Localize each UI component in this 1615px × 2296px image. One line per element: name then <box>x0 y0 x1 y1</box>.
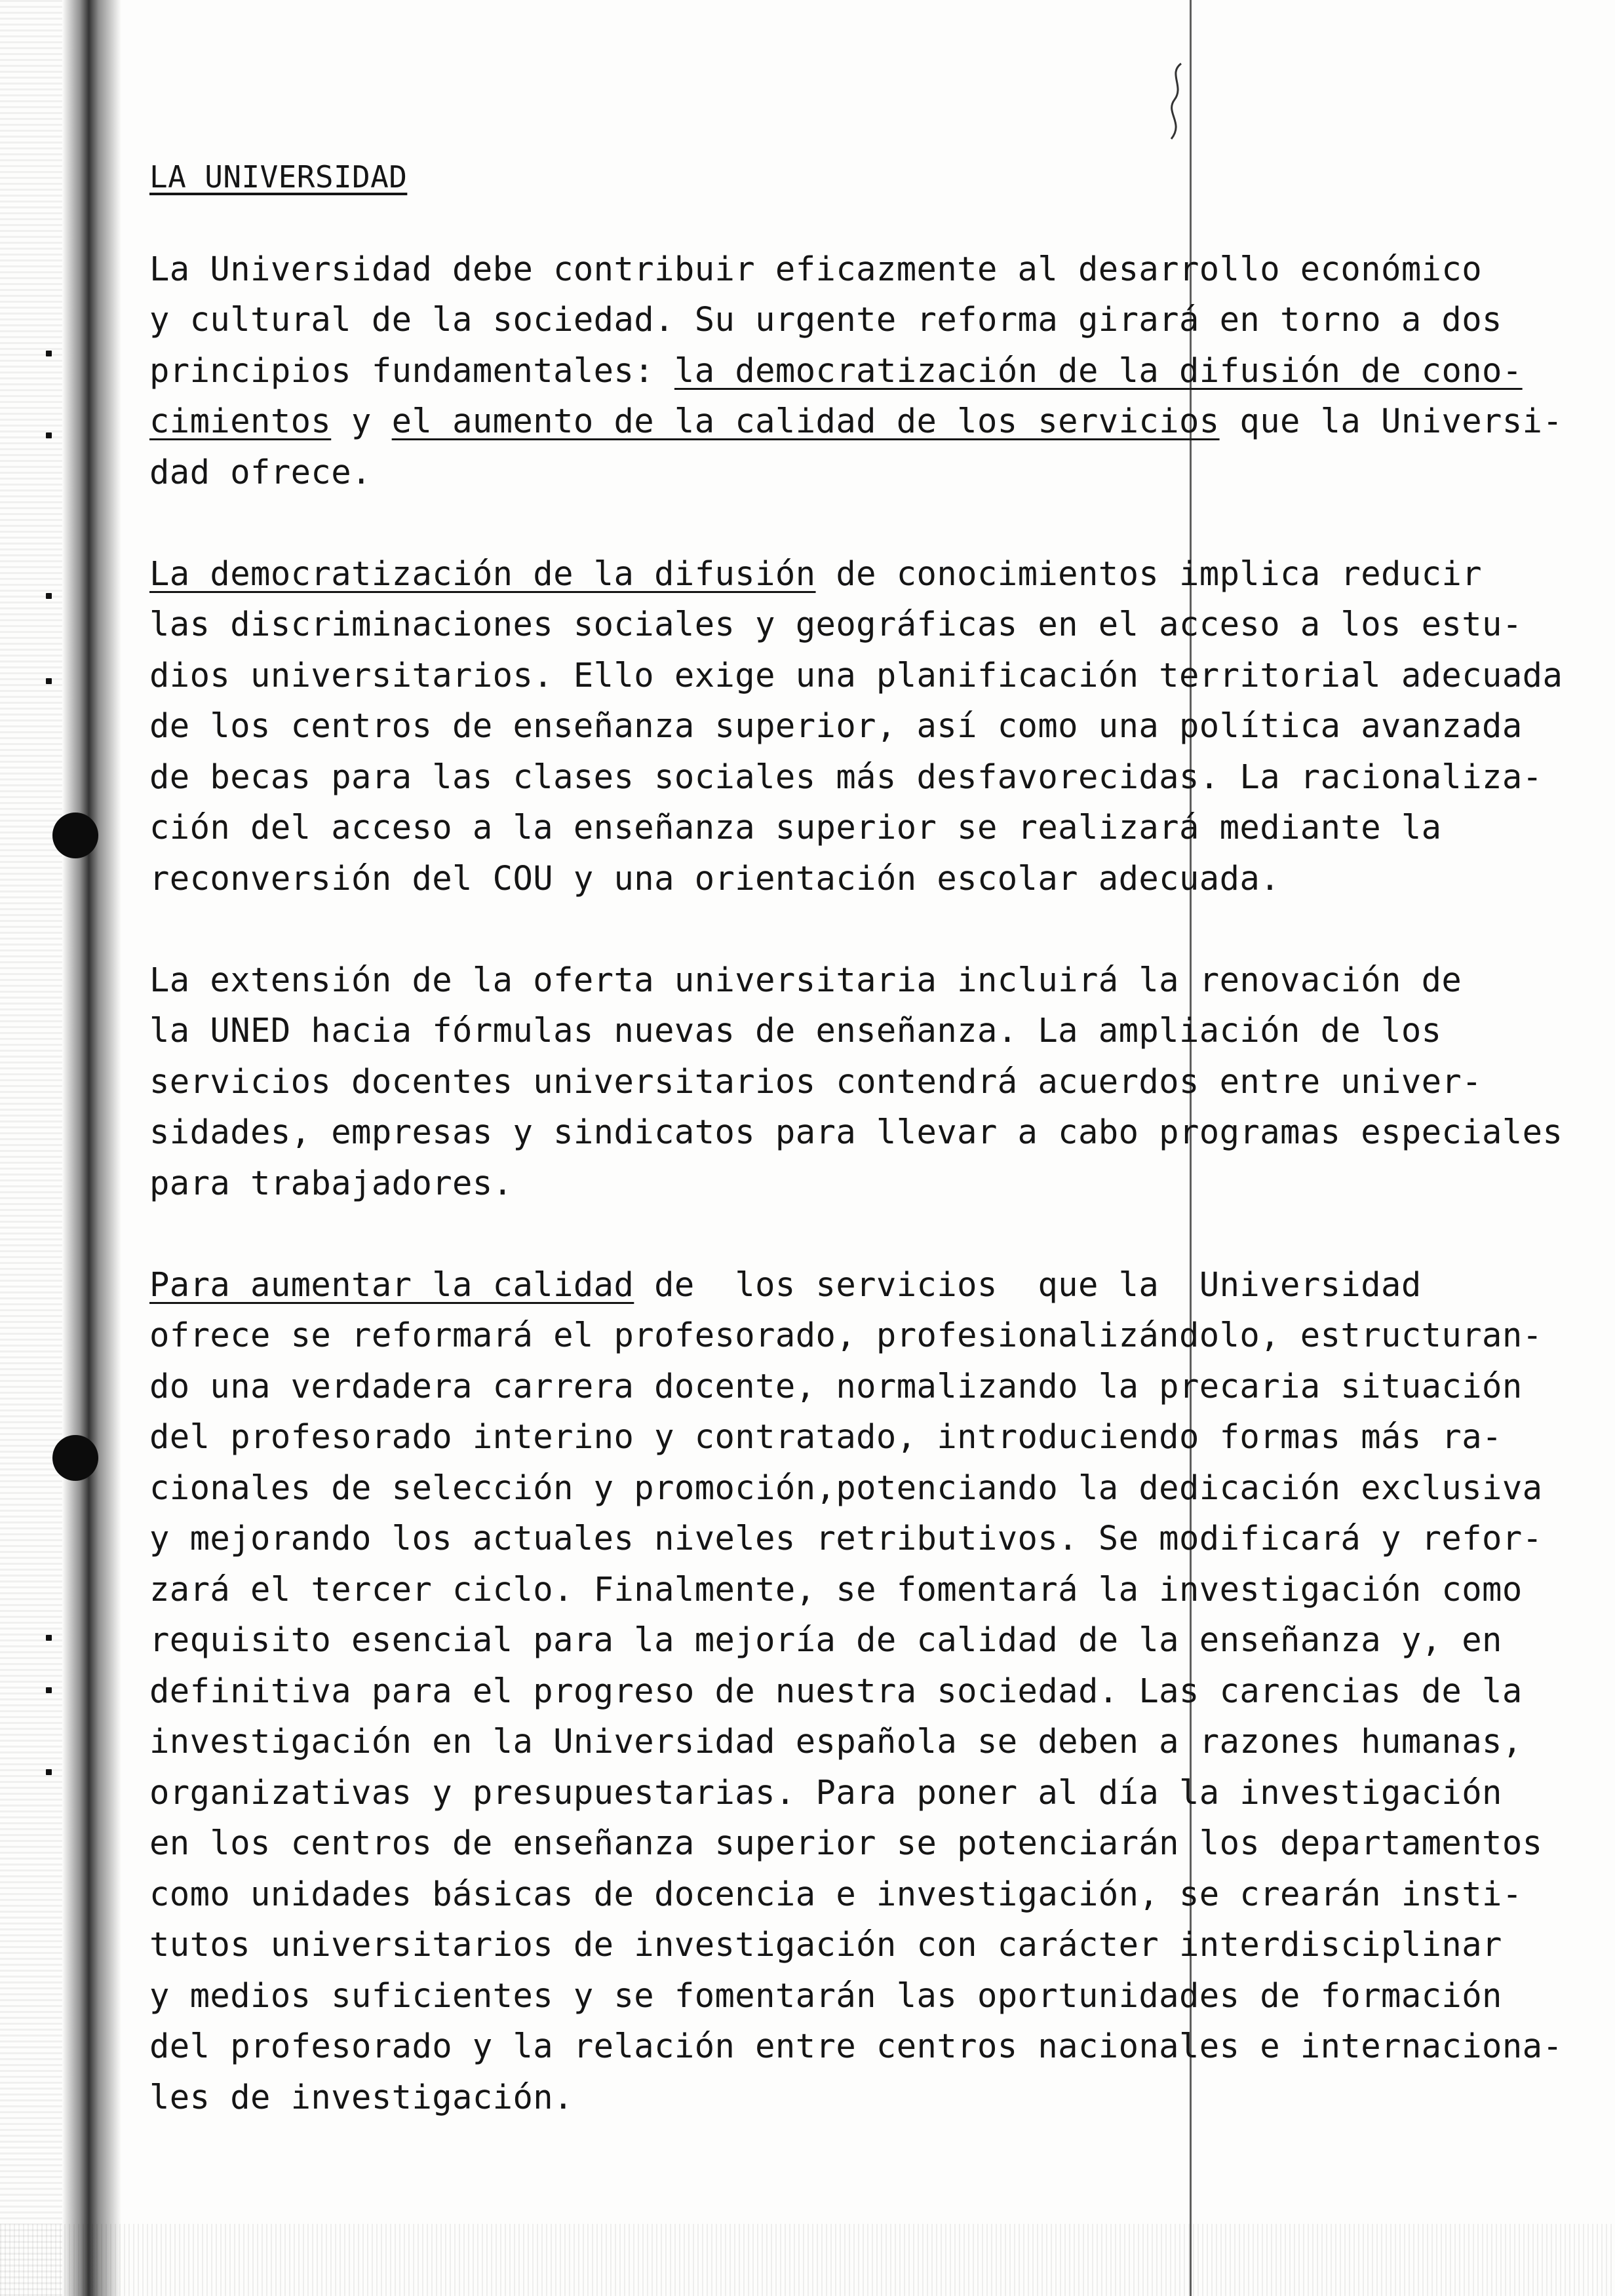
page-title: LA UNIVERSIDAD <box>149 159 408 195</box>
text-line <box>149 2021 1563 2072</box>
text-segment: reconversión del COU y una orientación escolar adecuada. <box>149 858 1280 898</box>
text-line <box>149 2072 1532 2123</box>
text-line <box>149 1716 1532 1767</box>
text-segment: y mejorando los actuales niveles retributivos. Se modificará y refor- <box>149 1519 1543 1558</box>
text-segment: la UNED hacia fórmulas nuevas de enseñanza. La ampliación de los <box>149 1011 1442 1050</box>
text-line <box>149 1310 1543 1361</box>
text-line <box>149 1970 1532 2021</box>
text-line <box>149 1463 1543 1514</box>
underlined-text: la democratización de la difusión de cono- <box>674 351 1523 390</box>
text-line <box>149 345 1532 396</box>
underlined-text: cimientos <box>149 402 332 440</box>
text-line <box>149 1818 1543 1869</box>
text-line <box>149 1869 1532 1920</box>
text-segment: sidades, empresas y sindicatos para llevar a cabo programas especiales <box>149 1113 1563 1151</box>
text-line <box>149 700 1532 752</box>
text-segment: La Universidad debe contribuir eficazmente al desarrollo económico <box>149 249 1483 288</box>
text-segment: como unidades básicas de docencia e investigación, se crearán insti- <box>149 1874 1523 1913</box>
text-line <box>149 447 1532 498</box>
text-line <box>149 1259 1532 1311</box>
text-segment: requisito esencial para la mejoría de calidad de la enseñanza y, en <box>149 1620 1502 1659</box>
text-line <box>149 1666 1532 1717</box>
text-segment: y medios suficientes y se fomentarán las oportunidades de formación <box>149 1976 1502 2015</box>
text-line <box>149 802 1532 853</box>
text-line <box>149 1005 1532 1056</box>
margin-dot <box>46 351 52 356</box>
margin-dot <box>46 432 52 438</box>
text-segment: que la Universi- <box>1219 402 1563 440</box>
text-line <box>149 1564 1532 1615</box>
text-segment: y cultural de la sociedad. Su urgente reforma girará en torno a dos <box>149 300 1502 339</box>
margin-dot <box>46 1635 52 1641</box>
text-line <box>149 396 1563 447</box>
text-line <box>149 650 1563 701</box>
text-segment: de los servicios que la Universidad <box>634 1265 1422 1304</box>
text-segment: de los centros de enseñanza superior, así como una política avanzada <box>149 706 1523 745</box>
text-line <box>149 1513 1543 1564</box>
text-segment: ción del acceso a la enseñanza superior se realizará mediante la <box>149 808 1442 847</box>
paragraph <box>149 548 1563 904</box>
text-line <box>149 1158 1532 1209</box>
text-segment: del profesorado interino y contratado, introduciendo formas más ra- <box>149 1417 1502 1456</box>
text-line <box>149 1767 1532 1818</box>
text-segment: para trabajadores. <box>149 1163 513 1202</box>
margin-dot <box>46 1769 52 1775</box>
text-segment: de conocimientos implica reducir <box>815 554 1483 593</box>
text-segment: las discriminaciones sociales y geográficas en el acceso a los estu- <box>149 605 1523 643</box>
paragraph <box>149 244 1563 498</box>
text-line <box>149 599 1532 650</box>
text-segment: organizativas y presupuestarias. Para poner al día la investigación <box>149 1772 1502 1812</box>
paragraphs <box>149 244 1563 2123</box>
punch-hole <box>52 813 98 858</box>
document-body <box>149 152 1563 2173</box>
text-segment: en los centros de enseñanza superior se potenciarán los departamentos <box>149 1824 1543 1862</box>
text-segment: zará el tercer ciclo. Finalmente, se fomentará la investigación como <box>149 1569 1523 1609</box>
text-line <box>149 1615 1532 1666</box>
text-segment: servicios docentes universitarios contendrá acuerdos entre univer- <box>149 1062 1483 1101</box>
text-segment: definitiva para el progreso de nuestra sociedad. Las carencias de la <box>149 1671 1523 1710</box>
text-segment: les de investigación. <box>149 2077 574 2116</box>
text-line <box>149 1056 1532 1107</box>
paragraph <box>149 1259 1563 2123</box>
text-line <box>149 1411 1532 1463</box>
text-line <box>149 955 1532 1006</box>
underlined-text: Para aumentar la calidad <box>149 1265 634 1304</box>
paragraph <box>149 955 1563 1209</box>
text-segment: dad ofrece. <box>149 452 372 491</box>
pen-mark <box>1155 60 1194 145</box>
text-segment: ofrece se reformará el profesorado, profesionalizándolo, estructuran- <box>149 1316 1543 1354</box>
text-segment: tutos universitarios de investigación con carácter interdisciplinar <box>149 1925 1502 1964</box>
margin-dot <box>46 593 52 599</box>
text-line <box>149 1107 1563 1158</box>
punch-hole <box>52 1435 98 1481</box>
text-line <box>149 1361 1532 1412</box>
text-segment: principios fundamentales: <box>149 351 674 390</box>
scan-noise <box>0 2224 1615 2296</box>
margin-dot <box>46 678 52 684</box>
text-segment: del profesorado y la relación entre centros nacionales e internaciona- <box>149 2027 1563 2065</box>
underlined-text: La democratización de la difusión <box>149 554 816 593</box>
text-segment: do una verdadera carrera docente, normalizando la precaria situación <box>149 1366 1523 1406</box>
text-line <box>149 853 1532 904</box>
text-line <box>149 244 1532 295</box>
text-line <box>149 294 1532 345</box>
text-line <box>149 1919 1532 1970</box>
text-segment: y <box>331 402 392 440</box>
binding-fringe <box>0 0 62 2296</box>
binding-edge <box>62 0 121 2296</box>
text-line <box>149 752 1543 803</box>
text-segment: La extensión de la oferta universitaria incluirá la renovación de <box>149 960 1462 999</box>
margin-dot <box>46 1687 52 1693</box>
text-segment: cionales de selección y promoción,potenciando la dedicación exclusiva <box>149 1468 1543 1507</box>
text-segment: dios universitarios. Ello exige una planificación territorial adecuada <box>149 655 1563 695</box>
text-segment: investigación en la Universidad española se deben a razones humanas, <box>149 1722 1523 1761</box>
underlined-text: el aumento de la calidad de los servicios <box>391 402 1220 440</box>
text-line <box>149 548 1532 600</box>
text-segment: de becas para las clases sociales más desfavorecidas. La racionaliza- <box>149 757 1543 796</box>
